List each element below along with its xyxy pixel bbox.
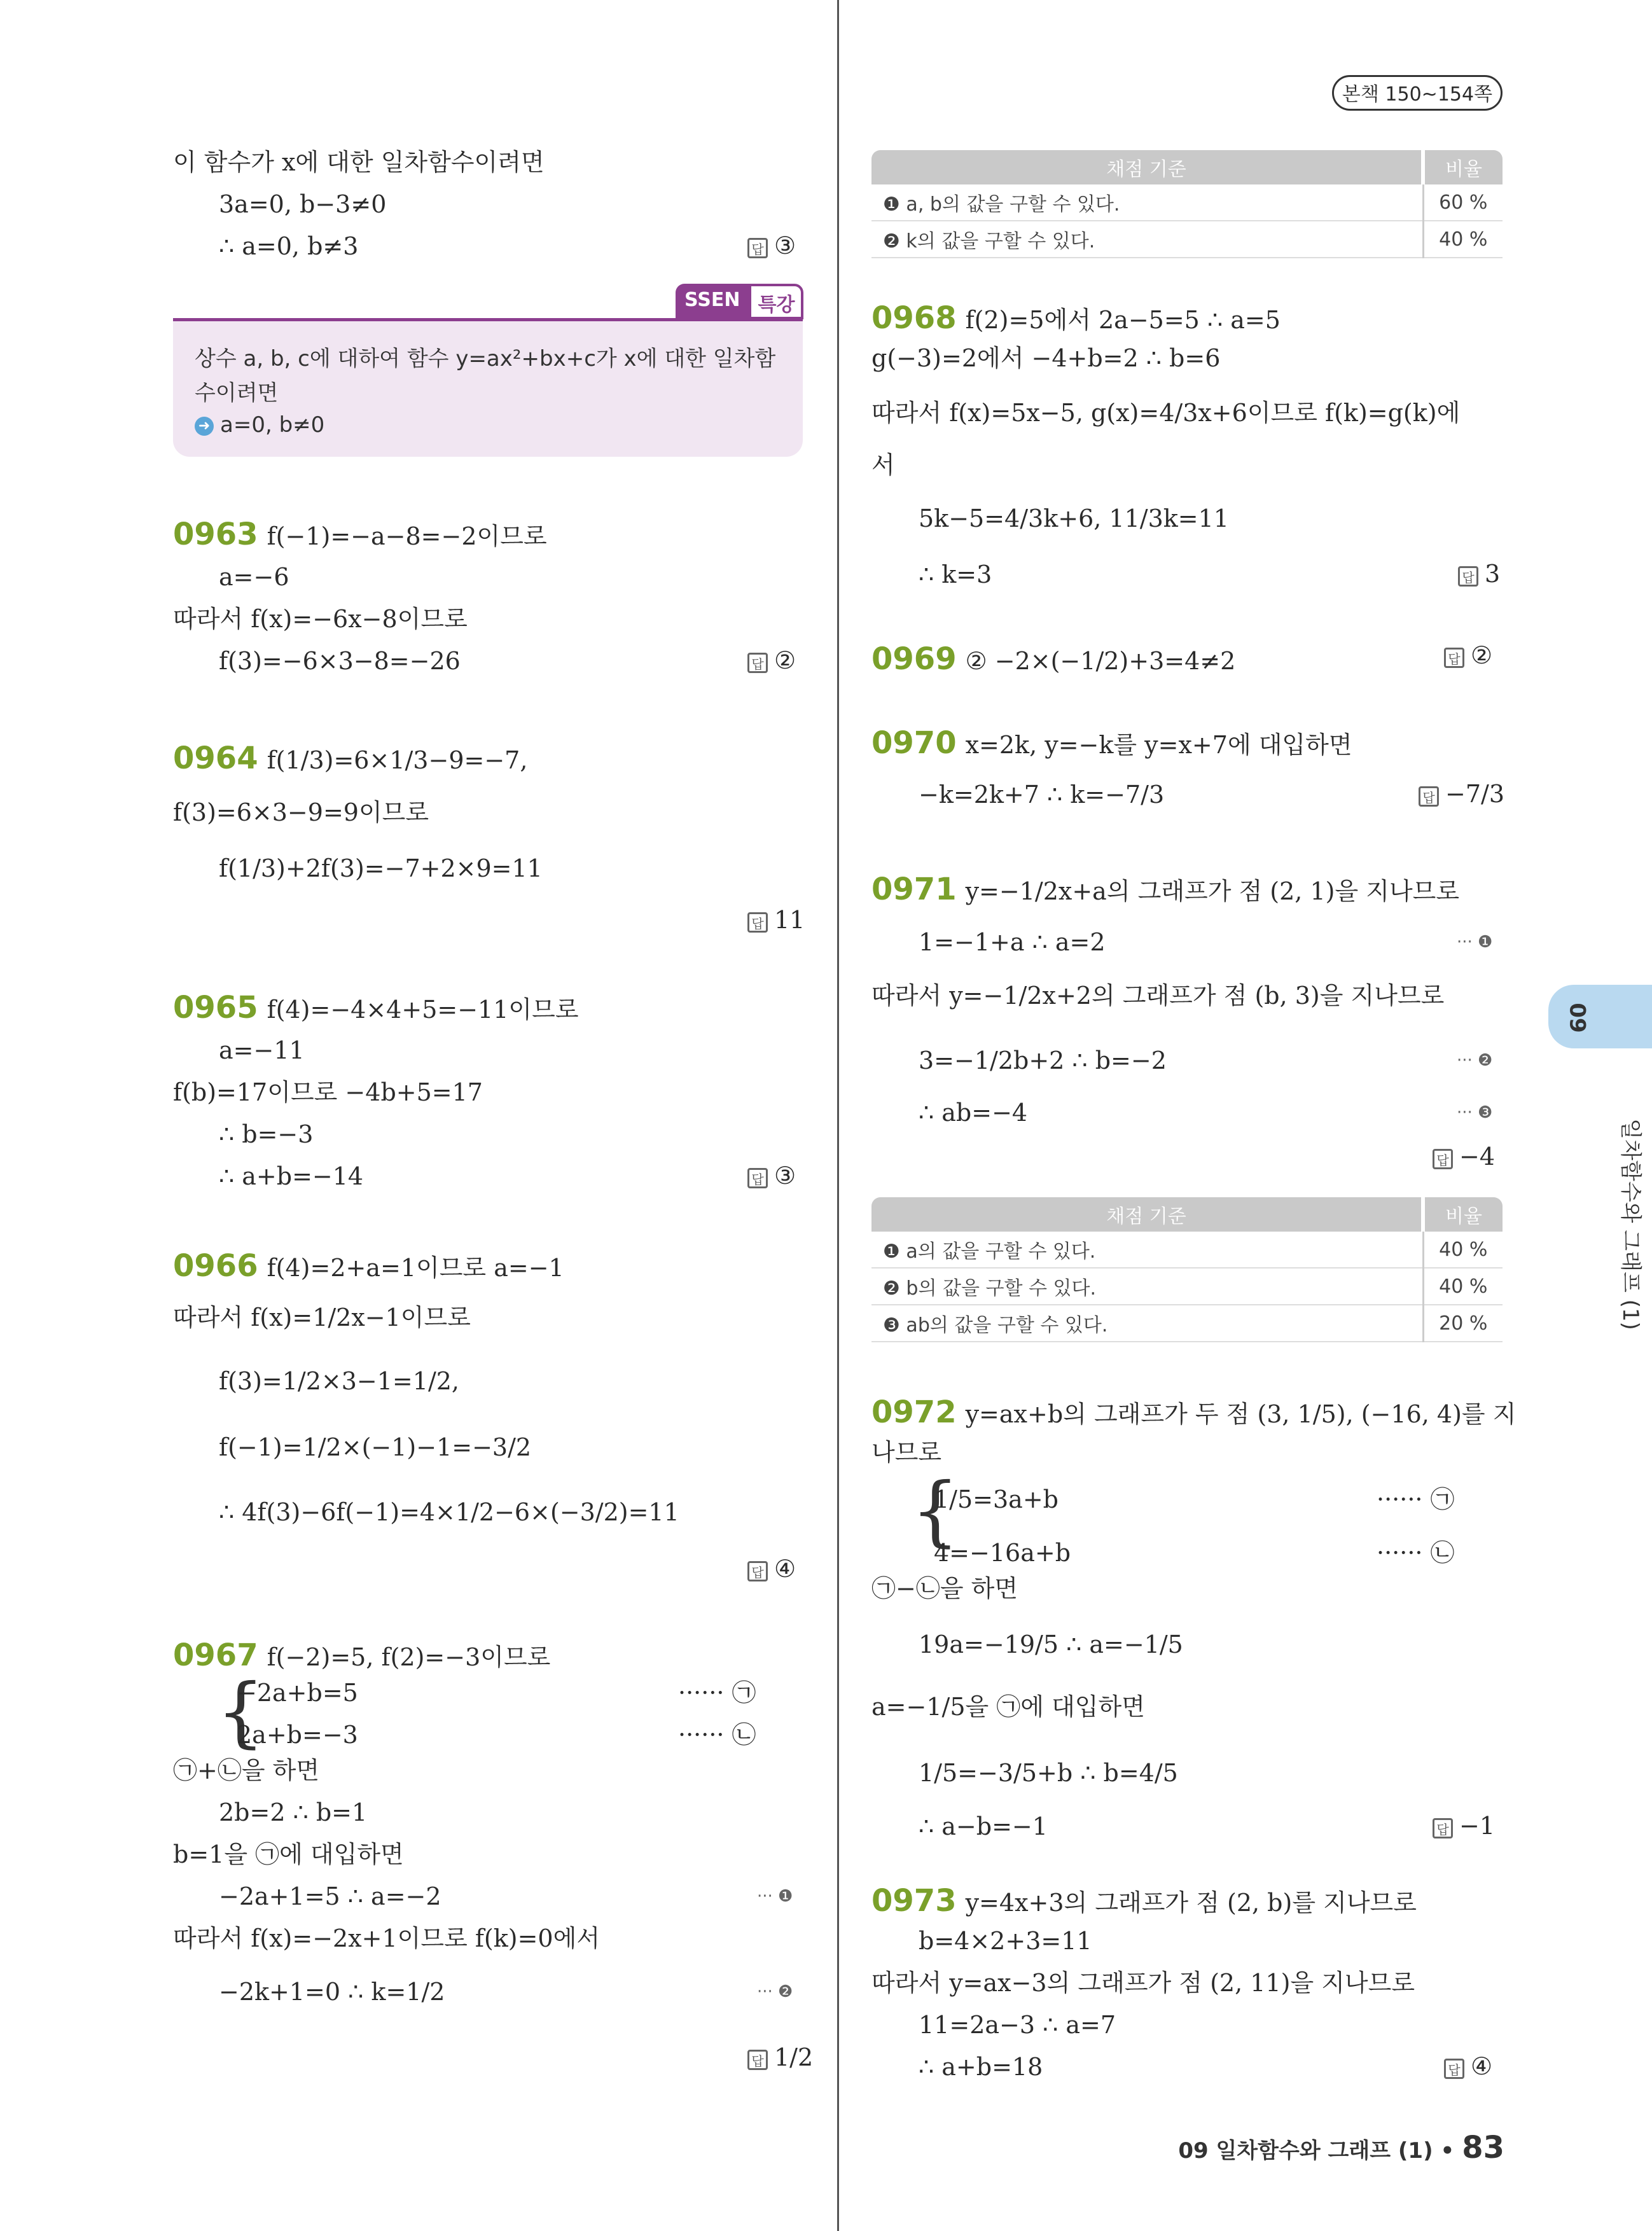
- text-line: 1=−1+a ∴ a=2: [919, 928, 1106, 956]
- special-lecture-label: 특강: [749, 284, 803, 319]
- problem-0972: 0972 y=ax+b의 그래프가 두 점 (3, 1/5), (−16, 4)를 지: [871, 1394, 1517, 1430]
- answer: 답 ④: [1444, 2052, 1492, 2080]
- answer: 답 3: [1458, 560, 1500, 588]
- equation-marker: ······ ㉠: [678, 1679, 756, 1707]
- text-line: ∴ a+b=−14: [219, 1162, 364, 1190]
- text-line: ∴ a=0, b≠3: [219, 232, 359, 260]
- text-line: ㉠−㉡을 하면: [871, 1574, 1018, 1602]
- scoring-table-1: [871, 150, 1503, 258]
- answer: 답 −4: [1433, 1143, 1495, 1171]
- answer-icon: 답: [747, 1168, 768, 1188]
- text-line: ∴ a−b=−1: [919, 1812, 1048, 1840]
- table-cell: ❷ b의 값을 구할 수 있다.: [871, 1268, 1423, 1305]
- problem-0965: 0965 f(4)=−4×4+5=−11이므로: [173, 990, 579, 1025]
- answer: 답 −1: [1433, 1812, 1495, 1840]
- text-line: a=−1/5을 ㉠에 대입하면: [871, 1693, 1145, 1721]
- text-line: b=4×2+3=11: [919, 1927, 1092, 1955]
- text-line: f(−1)=1/2×(−1)−1=−3/2: [219, 1433, 532, 1461]
- ssen-conclusion: ➜ a=0, b≠0: [195, 412, 324, 438]
- text-line: f(3)=6×3−9=9이므로: [173, 798, 429, 826]
- footer-chapter: 09 일차함수와 그래프 (1) •: [1178, 2138, 1455, 2164]
- text-line: 4=−16a+b: [934, 1539, 1071, 1567]
- answer: 답 ④: [747, 1555, 796, 1583]
- table-cell: 60 %: [1423, 184, 1503, 221]
- system-brace: {: [911, 1467, 960, 1555]
- step-marker: ··· ❷: [1457, 1051, 1493, 1070]
- column-divider: [837, 0, 839, 2231]
- text-line: a=−11: [219, 1036, 305, 1064]
- equation-marker: ······ ㉡: [678, 1721, 756, 1749]
- problem-0969: 0969 ② −2×(−1/2)+3=4≠2: [871, 641, 1236, 677]
- problem-0973: 0973 y=4x+3의 그래프가 점 (2, b)를 지나므로: [871, 1883, 1417, 1919]
- table-cell: 40 %: [1423, 1268, 1503, 1305]
- page-footer: [1178, 2130, 1504, 2165]
- text-line: ㉠+㉡을 하면: [173, 1756, 320, 1784]
- step-marker: ··· ❶: [1457, 933, 1493, 952]
- answer-icon: 답: [747, 238, 768, 258]
- table-cell: 40 %: [1423, 221, 1503, 258]
- problem-0964: 0964 f(1/3)=6×1/3−9=−7,: [173, 740, 528, 776]
- problem-0966: 0966 f(4)=2+a=1이므로 a=−1: [173, 1248, 564, 1284]
- answer: 답 ②: [747, 646, 796, 674]
- text-line: 3a=0, b−3≠0: [219, 190, 387, 218]
- text-line: 따라서 f(x)=−2x+1이므로 f(k)=0에서: [173, 1924, 600, 1952]
- problem-0967: 0967 f(−2)=5, f(2)=−3이므로: [173, 1637, 551, 1673]
- step-marker: ··· ❸: [1457, 1103, 1493, 1122]
- table-row: [871, 1305, 1503, 1342]
- chapter-side-tab: [1548, 985, 1652, 1048]
- text-line: 11=2a−3 ∴ a=7: [919, 2011, 1116, 2039]
- text-line: 이 함수가 x에 대한 일차함수이려면: [173, 148, 545, 176]
- step-marker: ··· ❶: [757, 1887, 793, 1906]
- text-line: 2a+b=−3: [237, 1721, 358, 1749]
- table-cell: ❶ a의 값을 구할 수 있다.: [871, 1232, 1423, 1268]
- table-header: 채점 기준: [871, 150, 1423, 184]
- problem-0970: 0970 x=2k, y=−k를 y=x+7에 대입하면: [871, 725, 1352, 761]
- answer-icon: 답: [1444, 648, 1464, 668]
- text-line: 5k−5=4/3k+6, 11/3k=11: [919, 504, 1229, 532]
- answer-icon: 답: [1444, 2059, 1464, 2079]
- text-line: 3=−1/2b+2 ∴ b=−2: [919, 1046, 1167, 1074]
- text-line: 나므로: [871, 1438, 942, 1466]
- system-brace: {: [216, 1668, 265, 1756]
- text-line: 따라서 f(x)=5x−5, g(x)=4/3x+6이므로 f(k)=g(k)에: [871, 399, 1461, 427]
- text-line: ∴ ab=−4: [919, 1099, 1028, 1127]
- text-line: 2b=2 ∴ b=1: [219, 1798, 368, 1826]
- text-line: 따라서 y=ax−3의 그래프가 점 (2, 11)을 지나므로: [871, 1969, 1415, 1997]
- text-line: f(3)=−6×3−8=−26: [219, 647, 461, 675]
- equation-marker: ······ ㉠: [1377, 1485, 1455, 1513]
- answer-icon: 답: [1419, 786, 1439, 807]
- answer-icon: 답: [1433, 1149, 1453, 1169]
- table-cell: ❶ a, b의 값을 구할 수 있다.: [871, 184, 1423, 221]
- problem-0968: 0968 f(2)=5에서 2a−5=5 ∴ a=5: [871, 300, 1281, 336]
- text-line: 따라서 f(x)=−6x−8이므로: [173, 605, 468, 633]
- ssen-tag: [676, 284, 803, 319]
- step-marker: ··· ❷: [757, 1982, 793, 2001]
- table-row: [871, 1232, 1503, 1268]
- table-row: [871, 1268, 1503, 1305]
- text-line: −2a+b=5: [237, 1679, 358, 1707]
- text-line: 1/5=−3/5+b ∴ b=4/5: [919, 1759, 1178, 1787]
- table-cell: 40 %: [1423, 1232, 1503, 1268]
- table-header: 비율: [1423, 150, 1503, 184]
- table-cell: ❷ k의 값을 구할 수 있다.: [871, 221, 1423, 258]
- arrow-right-icon: ➜: [195, 417, 214, 436]
- text-line: 19a=−19/5 ∴ a=−1/5: [919, 1630, 1183, 1658]
- answer: 답 11: [747, 906, 805, 934]
- text-line: b=1을 ㉠에 대입하면: [173, 1840, 404, 1868]
- text-line: ∴ k=3: [919, 560, 992, 588]
- text-line: ∴ a+b=18: [919, 2053, 1043, 2081]
- table-header: 비율: [1423, 1197, 1503, 1232]
- text-line: f(3)=1/2×3−1=1/2,: [219, 1367, 459, 1395]
- answer: 답 ③: [747, 1162, 796, 1190]
- answer-icon: 답: [747, 1561, 768, 1581]
- table-cell: ❸ ab의 값을 구할 수 있다.: [871, 1305, 1423, 1342]
- table-header: 채점 기준: [871, 1197, 1423, 1232]
- text-line: −k=2k+7 ∴ k=−7/3: [919, 781, 1165, 809]
- text-line: f(1/3)+2f(3)=−7+2×9=11: [219, 854, 543, 882]
- answer: 답 1/2: [747, 2043, 813, 2071]
- answer-icon: 답: [747, 2050, 768, 2070]
- answer-icon: 답: [747, 912, 768, 933]
- page-reference-badge: 본책 150~154쪽: [1332, 75, 1503, 111]
- problem-0971: 0971 y=−1/2x+a의 그래프가 점 (2, 1)을 지나므로: [871, 872, 1460, 907]
- text-line: g(−3)=2에서 −4+b=2 ∴ b=6: [871, 344, 1221, 372]
- ssen-label: SSEN: [676, 284, 749, 319]
- text-line: f(b)=17이므로 −4b+5=17: [173, 1078, 483, 1106]
- answer: 답 ③: [747, 232, 796, 260]
- chapter-number: 09: [1564, 1003, 1590, 1033]
- ssen-text: 상수 a, b, c에 대하여 함수 y=ax²+bx+c가 x에 대한 일차함: [195, 346, 776, 372]
- ssen-text: 수이려면: [195, 380, 279, 406]
- text-line: a=−6: [219, 563, 289, 591]
- answer: 답 ②: [1444, 641, 1492, 669]
- text-line: 따라서 f(x)=1/2x−1이므로: [173, 1303, 471, 1331]
- table-row: [871, 221, 1503, 258]
- table-cell: 20 %: [1423, 1305, 1503, 1342]
- text-line: 서: [871, 451, 895, 479]
- chapter-title: 일차함수와 그래프 (1): [1617, 1118, 1643, 1330]
- answer: 답 −7/3: [1419, 780, 1504, 808]
- text-line: −2k+1=0 ∴ k=1/2: [219, 1978, 445, 2006]
- problem-0963: 0963 f(−1)=−a−8=−2이므로: [173, 517, 547, 552]
- page-number: 83: [1462, 2130, 1504, 2165]
- scoring-table-2: [871, 1197, 1503, 1342]
- text-line: 따라서 y=−1/2x+2의 그래프가 점 (b, 3)을 지나므로: [871, 982, 1445, 1010]
- answer-icon: 답: [1458, 566, 1478, 587]
- equation-marker: ······ ㉡: [1377, 1539, 1455, 1567]
- text-line: ∴ 4f(3)−6f(−1)=4×1/2−6×(−3/2)=11: [219, 1498, 679, 1526]
- text-line: 1/5=3a+b: [934, 1485, 1059, 1513]
- table-row: [871, 184, 1503, 221]
- text-line: −2a+1=5 ∴ a=−2: [219, 1882, 441, 1910]
- answer-icon: 답: [1433, 1818, 1453, 1838]
- answer-icon: 답: [747, 653, 768, 673]
- text-line: ∴ b=−3: [219, 1120, 314, 1148]
